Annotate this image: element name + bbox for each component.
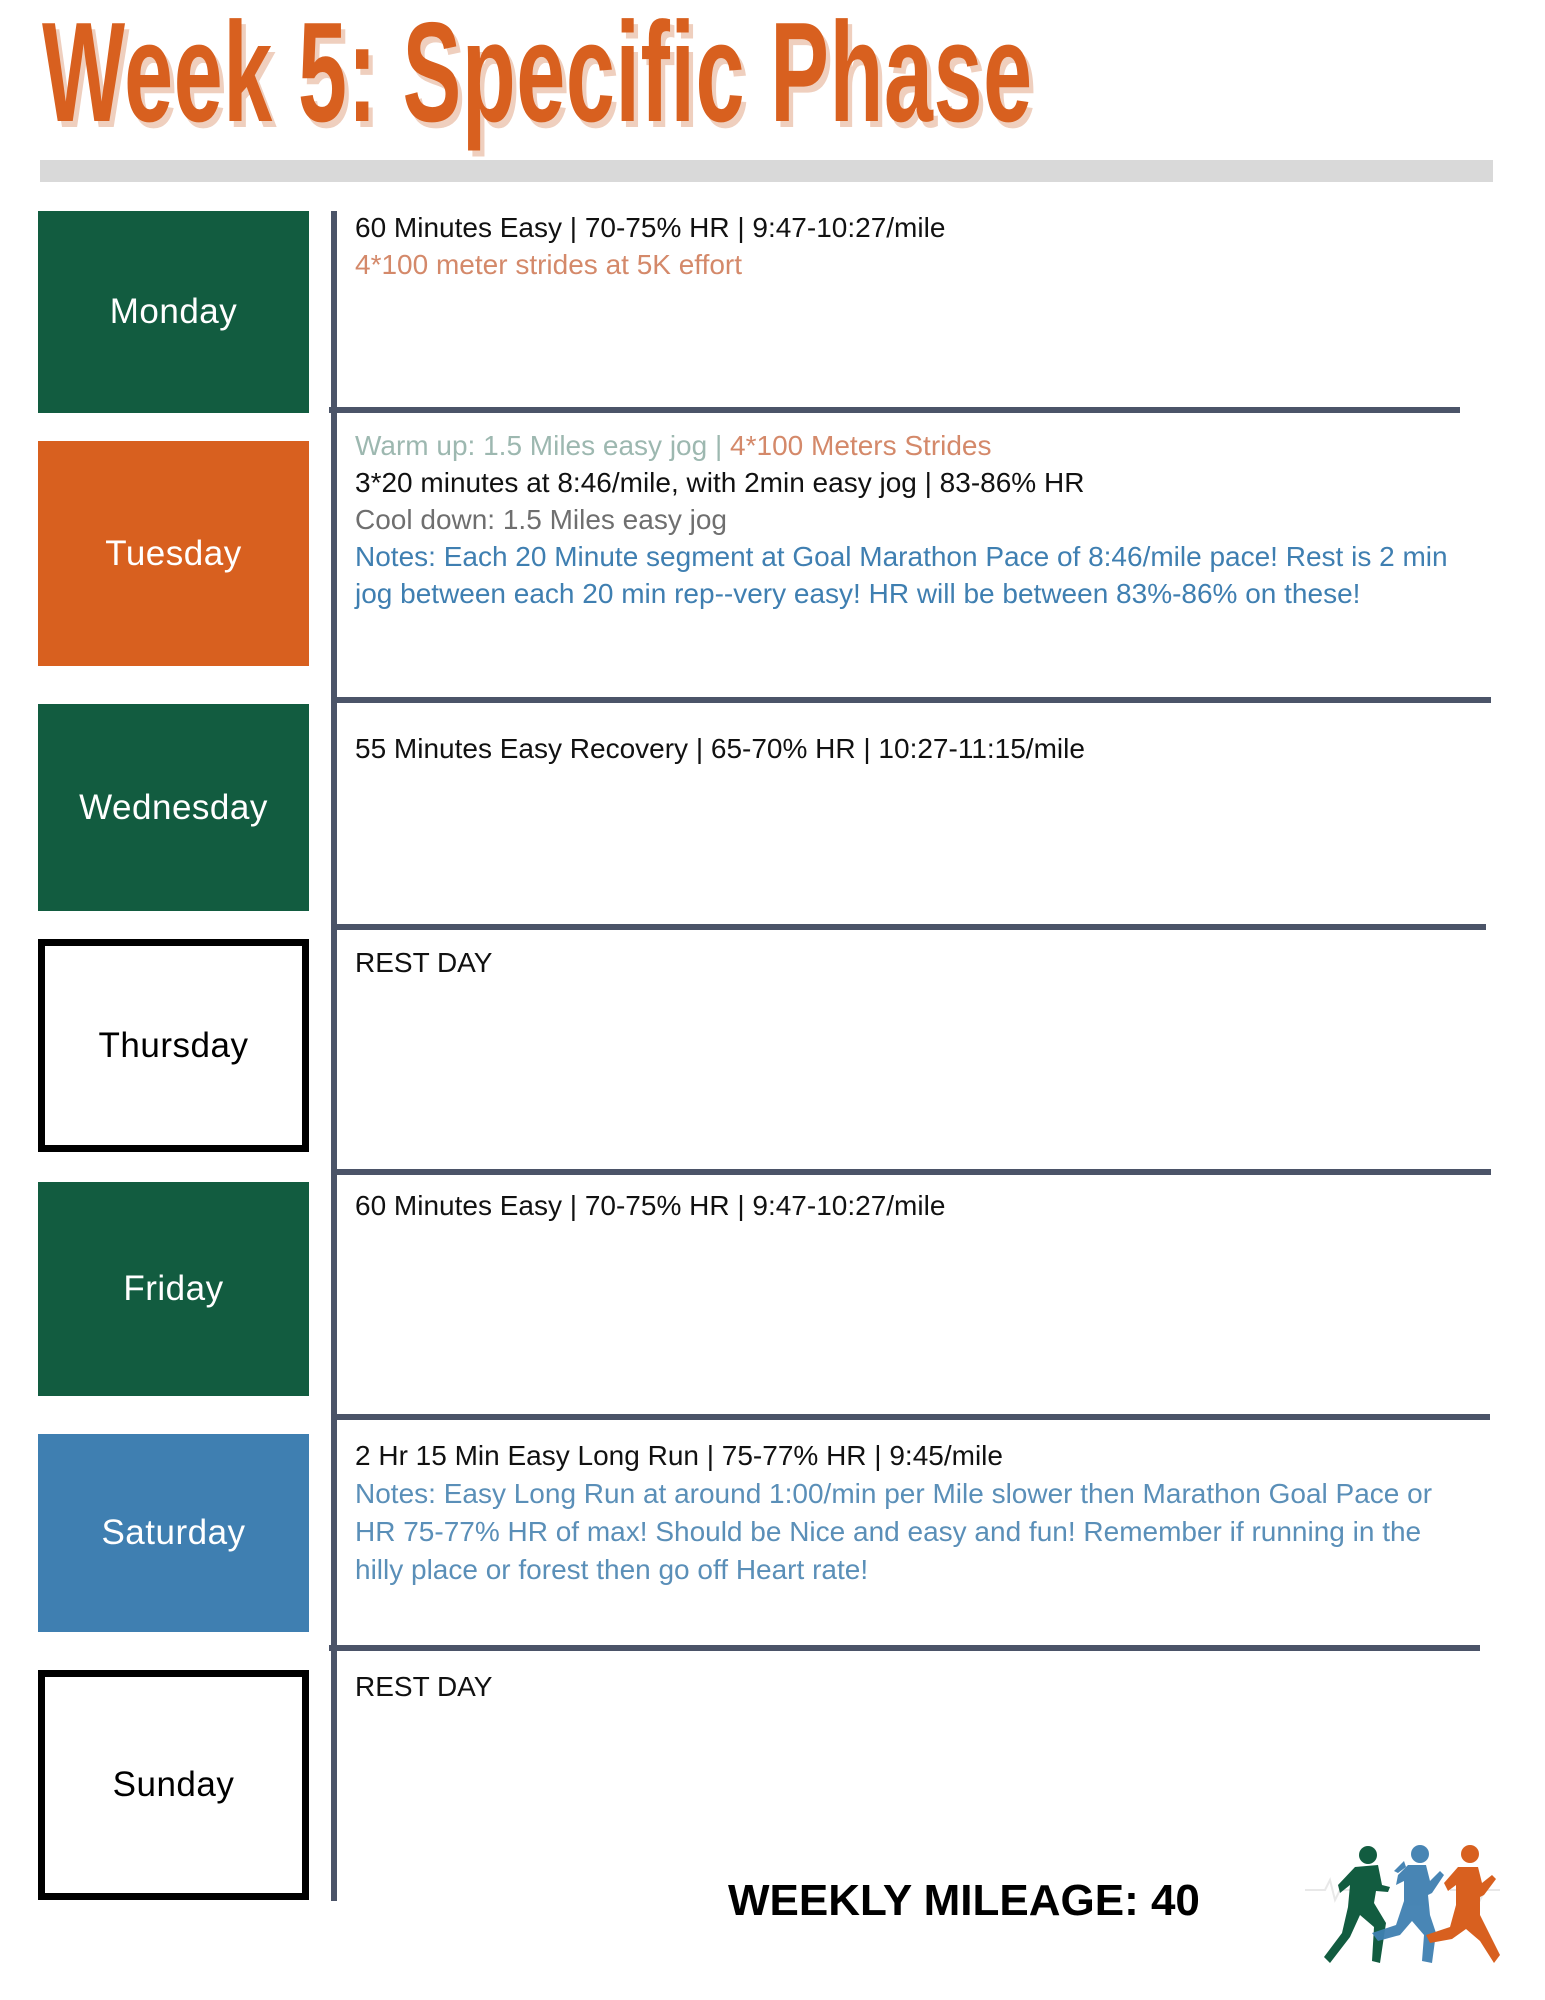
- day-name: Tuesday: [105, 533, 242, 573]
- row-divider: [335, 1414, 1490, 1420]
- weekly-mileage: WEEKLY MILEAGE: 40: [728, 1876, 1200, 1925]
- workout-line: [355, 427, 1465, 464]
- workout-line: Cool down: 1.5 Miles easy jog: [355, 504, 727, 535]
- runners-icon: [1300, 1845, 1505, 1975]
- warmup-text: Warm up: 1.5 Miles easy jog |: [355, 430, 731, 461]
- day-label-sunday: [38, 1670, 309, 1900]
- row-divider: [329, 1645, 1480, 1651]
- day-label-wednesday: [38, 704, 309, 911]
- day-name: Sunday: [112, 1765, 235, 1804]
- day-name: Wednesday: [79, 787, 268, 827]
- day-name: Friday: [123, 1269, 224, 1308]
- row-divider: [331, 697, 1491, 703]
- workout-wednesday: [355, 730, 1465, 767]
- workout-friday: [355, 1187, 1465, 1224]
- day-name: Saturday: [101, 1513, 246, 1552]
- title-divider-bar: [40, 160, 1493, 182]
- row-divider: [329, 407, 1460, 413]
- workout-saturday: [355, 1437, 1465, 1589]
- workout-notes: Notes: Easy Long Run at around 1:00/min per Mile slower then Marathon Goal Pace or HR 75-77% HR of max! Should be Nice and easy and fun! Remember if running in the hilly place or forest then go off Heart rate!: [355, 1478, 1440, 1585]
- day-label-thursday: [38, 939, 309, 1152]
- workout-line: 3*20 minutes at 8:46/mile, with 2min easy jog | 83-86% HR: [355, 467, 1085, 498]
- workout-line: REST DAY: [355, 947, 493, 978]
- workout-line: 60 Minutes Easy | 70-75% HR | 9:47-10:27/mile: [355, 212, 946, 243]
- page-title: Week 5: Specific Phase: [42, 0, 1033, 152]
- workout-monday: [355, 209, 1465, 283]
- day-label-monday: [38, 211, 309, 413]
- day-label-saturday: [38, 1434, 309, 1632]
- workout-line: 4*100 meter strides at 5K effort: [355, 249, 743, 280]
- workout-thursday: [355, 944, 1465, 981]
- day-label-friday: [38, 1182, 309, 1396]
- workout-line: REST DAY: [355, 1671, 493, 1702]
- workout-sunday: [355, 1668, 1465, 1705]
- day-label-tuesday: [38, 441, 309, 666]
- workout-line: 2 Hr 15 Min Easy Long Run | 75-77% HR | 9:45/mile: [355, 1440, 1003, 1471]
- day-name: Thursday: [98, 1025, 249, 1065]
- workout-line: 60 Minutes Easy | 70-75% HR | 9:47-10:27/mile: [355, 1190, 946, 1221]
- workout-line: 55 Minutes Easy Recovery | 65-70% HR | 10:27-11:15/mile: [355, 733, 1085, 764]
- day-name: Monday: [109, 292, 238, 331]
- workout-notes: Notes: Each 20 Minute segment at Goal Marathon Pace of 8:46/mile pace! Rest is 2 min jog between each 20 min rep--very easy! HR will be between 83%-86% on these!: [355, 541, 1456, 609]
- strides-text: 4*100 Meters Strides: [730, 430, 992, 461]
- row-divider: [331, 1169, 1491, 1175]
- workout-tuesday: [355, 427, 1465, 612]
- row-divider: [331, 924, 1486, 930]
